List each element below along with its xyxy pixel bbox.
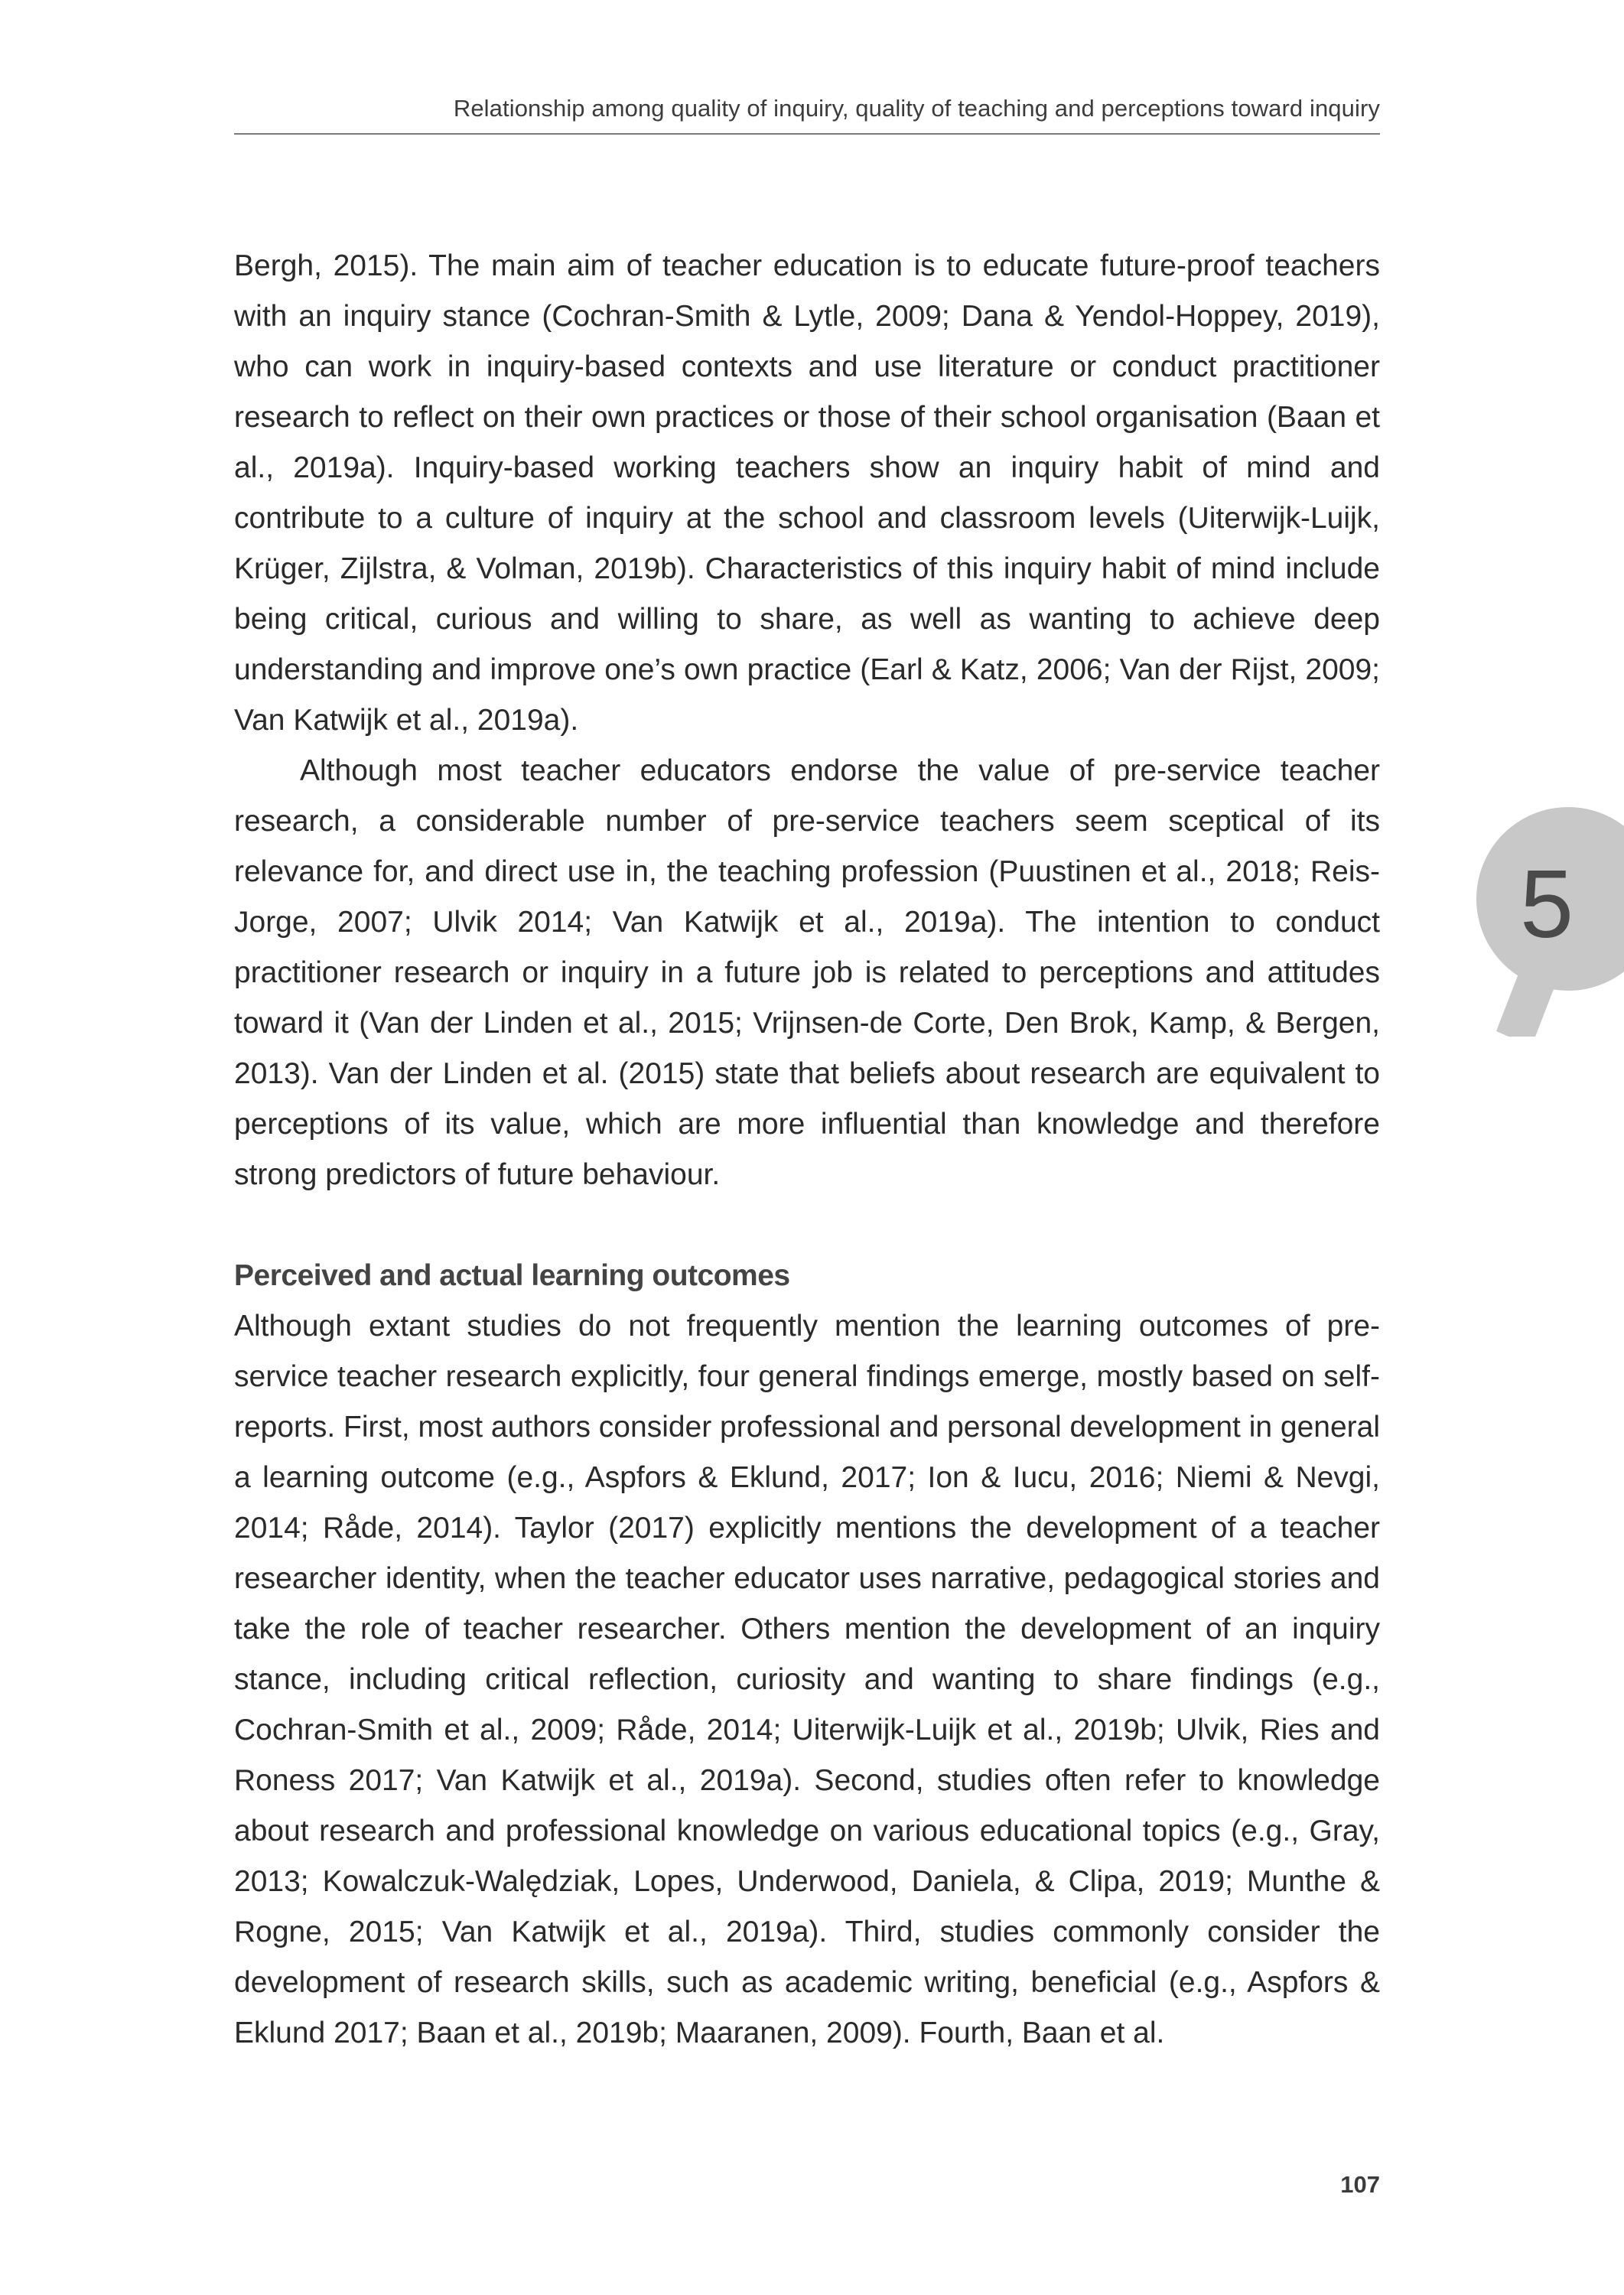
- section-heading: Perceived and actual learning outcomes: [234, 1259, 790, 1292]
- paragraph-1: Bergh, 2015). The main aim of teacher education is to educate future-proof teachers with an inquiry stance (Cochran-Smith & Lytle, 2009; Dana & Yendol-Hoppey, 2019), who can work in inquiry-based contexts and use literature or conduct practitioner research to reflect on their own practices or those of their school organisation (Baan et al., 2019a). Inquiry-based working teachers show an inquiry habit of mind and contribute to a culture of inquiry at the school and classroom levels (Uiterwijk-Luijk, Krüger, Zijlstra, & Volman, 2019b). Characteristics of this inquiry habit of mind include being critical, curious and willing to share, as well as wanting to achieve deep understanding and improve one’s own practice (Earl & Katz, 2006; Van der Rijst, 2009; Van Katwijk et al., 2019a).: [234, 249, 1380, 737]
- chapter-number: 5: [1519, 850, 1574, 958]
- body-text: [234, 241, 1380, 2059]
- paragraph-3: Although extant studies do not frequently mention the learning outcomes of pre-service teacher research explicitly, four general findings emerge, mostly based on self-reports. First, most authors consider professional and personal development in general a learning outcome (e.g., Aspfors & Eklund, 2017; Ion & Iucu, 2016; Niemi & Nevgi, 2014; Råde, 2014). Taylor (2017) explicitly mentions the development of a teacher researcher identity, when the teacher educator uses narrative, pedagogical stories and take the role of teacher researcher. Others mention the development of an inquiry stance, including critical reflection, curiosity and wanting to share findings (e.g., Cochran-Smith et al., 2009; Råde, 2014; Uiterwijk-Luijk et al., 2019b; Ulvik, Ries and Roness 2017; Van Katwijk et al., 2019a). Second, studies often refer to knowledge about research and professional knowledge on various educational topics (e.g., Gray, 2013; Kowalczuk-Walędziak, Lopes, Underwood, Daniela, & Clipa, 2019; Munthe & Rogne, 2015; Van Katwijk et al., 2019a). Third, studies commonly consider the development of research skills, such as academic writing, beneficial (e.g., Aspfors & Eklund 2017; Baan et al., 2019b; Maaranen, 2009). Fourth, Baan et al.: [234, 1310, 1380, 2049]
- paragraph-2: Although most teacher educators endorse the value of pre-service teacher research, a considerable number of pre-service teachers seem sceptical of its relevance for, and direct use in, the teaching profession (Puustinen et al., 2018; Reis-Jorge, 2007; Ulvik 2014; Van Katwijk et al., 2019a). The intention to conduct practitioner research or inquiry in a future job is related to perceptions and attitudes toward it (Van der Linden et al., 2015; Vrijnsen-de Corte, Den Brok, Kamp, & Bergen, 2013). Van der Linden et al. (2015) state that beliefs about research are equivalent to perceptions of its value, which are more influential than knowledge and therefore strong predictors of future behaviour.: [234, 754, 1380, 1191]
- chapter-tab: [1476, 807, 1624, 1037]
- running-header: Relationship among quality of inquiry, quality of teaching and perceptions toward inquiry: [453, 95, 1380, 122]
- page-number: 107: [1340, 2171, 1380, 2198]
- header-rule: [234, 133, 1380, 135]
